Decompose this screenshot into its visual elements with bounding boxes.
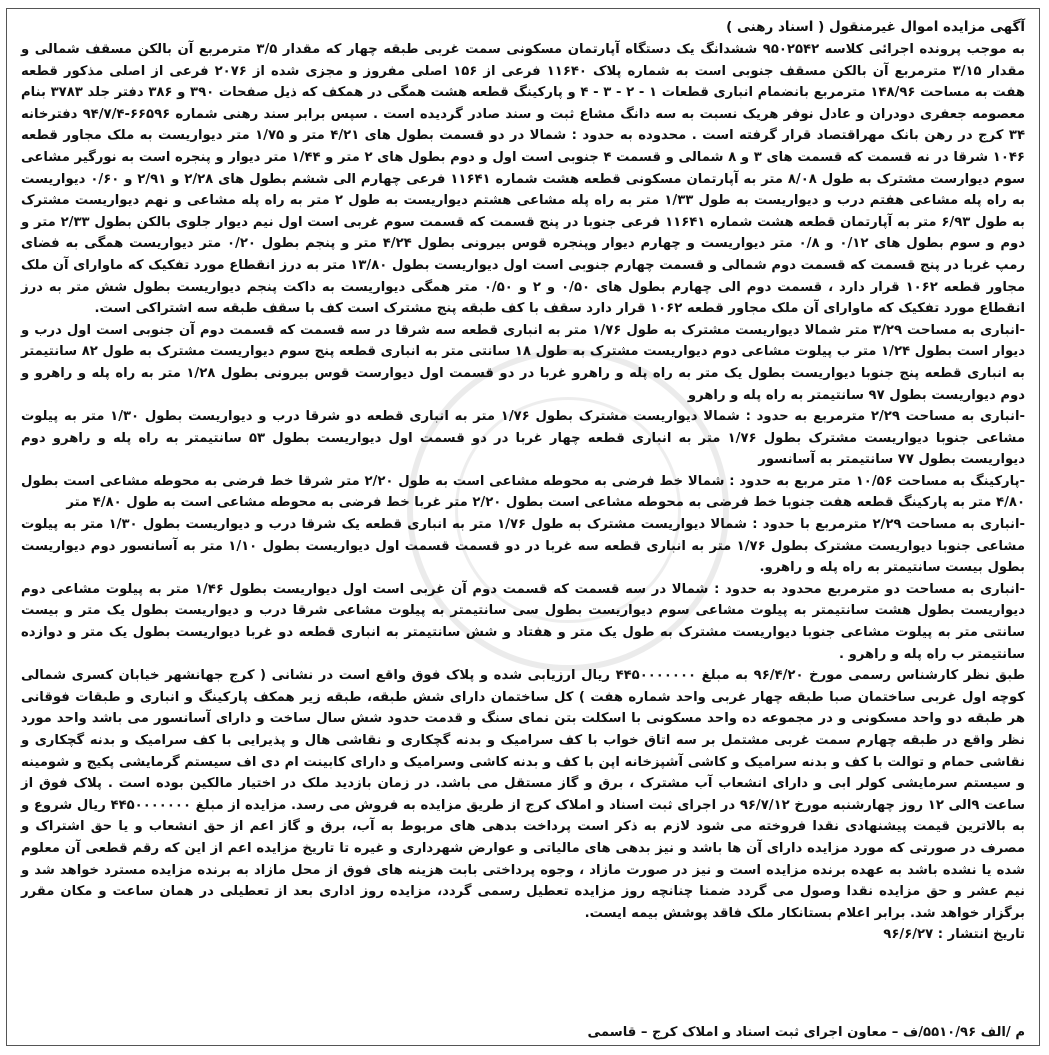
- paragraph-storage-1: -انباری به مساحت ۳/۲۹ متر شمالا دیواریست مشترک به طول ۱/۷۶ متر به انباری قطعه سه شرقا در سه قسمت که قسمت دوم آن جنوبی است اول درب و دیوار است بطول ۱/۲۴ متر ب پیلوت مشاعی دوم دیواریست مشترک به طول ۱۸ سانتی متر به انباری قطعه پنج سوم دیواریست مشترک به طول ۸۲ سانتیمتر به انباری قطعه پنج جنوبا دیواریست بطول یک متر به راه پله و راهرو غربا در دو قسمت اول دیوارست قوس بیرونی بطول ۱/۲۸ متر به راه پله و راهرو و دوم دیواریست بطول ۹۷ سانتیمتر به راه پله و راهرو: [21, 322, 1026, 403]
- notice-body: [21, 39, 1025, 946]
- paragraph-storage-4: -انباری به مساحت دو مترمربع محدود به حدود : شمالا در سه قسمت که قسمت دوم آن غربی است اول دیواریست بطول ۱/۴۶ متر به پیلوت مشاعی دوم دیواریست بطول هشت سانتیمتر به پیلوت مشاعی سوم دیواریست بطول سی سانتیمتر به پیلوت مشاعی شرقا درب و دیواریست بطول یک متر و بیست سانتی متر به پیلوت مشاعی جنوبا دیواریست مشترک به طول یک متر و هفتاد و شش سانتیمتر به انباری قطعه دو غربا دیواریست بطول یک متر و دوازده سانتیمتر ب راه پله و راهرو .: [21, 581, 1026, 662]
- paragraph-appraisal-terms: طبق نظر کارشناس رسمی مورخ ۹۶/۴/۲۰ به مبلغ ۴۴۵۰۰۰۰۰۰۰ ریال ارزیابی شده و پلاک فوق واقع است در نشانی ( کرج جهانشهر خیابان کسری شمالی کوچه اول غربی ساختمان صبا طبقه چهار غربی واحد شماره هفت ) کل ساختمان دارای شش طبقه، طبقه زیر همکف پارکینگ و انباری و طبقات فوقانی هر طبقه دو واحد مسکونی و در مجموعه ده واحد مسکونی با اسکلت بتن نمای سنگ و قدمت حدود شش سال ساخت و دارای آسانسور می باشد واحد مورد نظر واقع در طبقه چهارم سمت غربی مشتمل بر سه اتاق خواب با کف سرامیک و بدنه گچکاری و نقاشی هال و پذیرایی با کف سرامیک و بدنه گچکاری و نقاشی حمام و توالت با کف و بدنه سرامیک و کاشی آشپزخانه اپن با کف و بدنه کاشی وسرامیک و دارای کابینت ام دی اف سیستم گرمایشی پکیج و شومینه و سیستم سرمایشی کولر ابی و دارای انشعاب آب مشترک ، برق و گاز مستقل می باشد. در زمان بازدید ملک در اختیار مالکین بوده است . پلاک فوق از ساعت ۹الی ۱۲ روز چهارشنبه مورخ ۹۶/۷/۱۲ در اجرای ثبت اسناد و املاک کرج از طریق مزایده به فروش می رسد. مزایده از مبلغ ۴۴۵۰۰۰۰۰۰۰ ریال شروع و به بالاترین قیمت پیشنهادی نقدا فروخته می شود لازم به ذکر است پرداخت بدهی های مربوط به آب، برق و گاز اعم از حق انشعاب و یا حق اشتراک و مصرف در صورتی که مورد مزایده دارای آن ها باشد و نیز بدهی های مالیاتی و عوارض شهرداری و غیره تا تاریخ مزایده اعم از این که رقم قطعی آن معلوم شده یا نشده باشد به عهده برنده مزایده است و نیز در صورت مازاد ، وجوه پرداختی بابت هزینه های فوق از محل مازاد به برنده مزایده مسترد خواهد شد و نیم عشر و حق مزایده نقدا وصول می گردد ضمنا چنانچه روز مزایده تعطیل رسمی گردد، مزایده روز اداری بعد از تعطیلی در همان ساعت و مکان مقرر برگزار خواهد شد. برابر اعلام بستانکار ملک فاقد پوشش بیمه ایست.: [21, 668, 1025, 921]
- paragraph-parking: -پارکینگ به مساحت ۱۰/۵۶ متر مربع به حدود : شمالا خط فرضی به محوطه مشاعی است به طول ۲/۲۰ متر شرقا خط فرضی به محوطه مشاعی است بطول ۴/۸۰ متر به پارکینگ قطعه هفت جنوبا خط فرضی به محوطه مشاعی است بطول ۲/۲۰ متر غربا خط فرضی به محوطه مشاعی است به طول ۴/۸۰ متر: [21, 473, 1026, 511]
- paragraph-main-description: به موجب پرونده اجرائی کلاسه ۹۵۰۲۵۴۲ ششدانگ یک دستگاه آپارتمان مسکونی سمت غربی طبقه چهار که مقدار ۳/۵ مترمربع آن بالکن مسقف شمالی و مقدار ۳/۱۵ مترمربع آن بالکن مسقف جنوبی است به شماره پلاک ۱۱۶۴۰ فرعی از ۱۵۶ اصلی مفروز و مجزی شده از ۲۰۷۶ فرعی از اصلی مذکور قطعه هفت به مساحت ۱۴۸/۹۶ مترمربع بانضمام انباری قطعات ۱ - ۲ - ۳ - ۴ و پارکینگ قطعه هشت همگی در همکف که ذیل صفحات ۳۹۰ و ۳۸۶ دفتر جلد ۳۷۸۳ بنام معصومه جعفری دودران و عادل نوفر هریک نسبت به سه دانگ مشاع ثبت و سند صادر گردیده است . سپس برابر سند رهنی شماره ۶۶۵۹۶-۹۴/۷/۴ دفترخانه ۳۴ کرج در رهن بانک مهراقتصاد قرار گرفته است . محدوده به حدود : شمالا در دو قسمت بطول های ۴/۲۱ متر و ۱/۷۵ متر دیواریست به ملک مجاور قطعه ۱۰۴۶ شرقا در نه قسمت که قسمت های ۳ و ۸ شمالی و قسمت ۴ جنوبی است اول و دوم بطول های ۲ متر و ۱/۴۴ متر دیوار و پنجره است به نورگیر مشاعی سوم دیوارست مشترک به طول ۸/۰۸ متر به آپارتمان مسکونی قطعه هشت شماره ۱۱۶۴۱ فرعی چهارم الی ششم بطول های ۲/۲۸ و ۲/۹۱ و ۰/۶۰ دیواریست به راه پله مشاعی هفتم درب و دیواریست به طول ۱/۳۳ متر به راه پله مشاعی هشتم دیواریست به طول ۲ متر به راه پله مشاعی و نهم دیواریست مشترک به طول ۶/۹۳ متر به آپارتمان قطعه هشت شماره ۱۱۶۴۱ فرعی جنوبا در پنج قسمت که قسمت سوم غربی است اول نیم دیوار جلوی بالکن بطول ۲/۳۳ متر و دوم و سوم بطول های ۰/۱۲ و ۰/۸ متر دیواریست و چهارم دیوار وپنجره قوس بیرونی بطول ۴/۲۴ متر و پنجم بطول ۰/۲۰ متر دیواریست همگی به فضای رمپ غربا در پنج قسمت که قسمت دوم شمالی و قسمت چهارم جنوبی است اول دیواریست بطول ۱۳/۸۰ متر به درز انقطاع مورد تفکیک که ماوارای آن ملک مجاور قطعه ۱۰۶۲ قرار دارد ، قسمت دوم الی چهارم بطول های ۰/۵۰ و ۲ و ۰/۵۰ متر همگی دیواریست به داکت پنجم دیواریست بطول شش متر به درز انقطاع مورد تفکیک که ماوارای آن ملک مجاور قطعه ۱۰۶۲ قرار دارد سقف با کف طبقه پنج مشترک است کف با سقف طبقه سه اشتراکی است.: [21, 42, 1025, 317]
- paragraph-storage-3: -انباری به مساحت ۲/۲۹ مترمربع با حدود : شمالا دیواریست مشترک به طول ۱/۷۶ متر به انباری قطعه یک شرقا درب و دیواریست بطول ۱/۳۰ متر به پیلوت مشاعی جنوبا دیواریست مشترک بطول ۱/۷۶ متر به انباری قطعه سه غربا در دو قسمت قسمت اول دیواریست بطول ۱/۱۰ متر به آسانسور دوم دیواریست بطول بیست سانتیمتر به راه پله و راهرو.: [21, 517, 1026, 576]
- paragraph-storage-2: -انباری به مساحت ۲/۲۹ مترمربع به حدود : شمالا دیواریست مشترک بطول ۱/۷۶ متر به انباری قطعه دو شرقا درب و دیواریست بطول ۱/۳۰ متر به پیلوت مشاعی جنوبا دیواریست مشترک بطول ۱/۷۶ متر به انباری قطعه چهار غربا در دو قسمت اول دیواریست بطول ۵۳ سانتیمتر به راه پله و راهرو دوم دیواریست بطول ۷۷ سانتیمتر به آسانسور: [21, 409, 1025, 468]
- notice-frame: [6, 8, 1040, 1046]
- notice-title: آگهی مزایده اموال غیرمنقول ( اسناد رهنی ): [726, 19, 1025, 35]
- publish-date: تاریخ انتشار : ۹۶/۶/۲۷: [883, 927, 1025, 943]
- signature-line: م /الف ۵۵۱۰/۹۶/ف – معاون اجرای ثبت اسناد و املاک کرج – قاسمی: [587, 1025, 1025, 1040]
